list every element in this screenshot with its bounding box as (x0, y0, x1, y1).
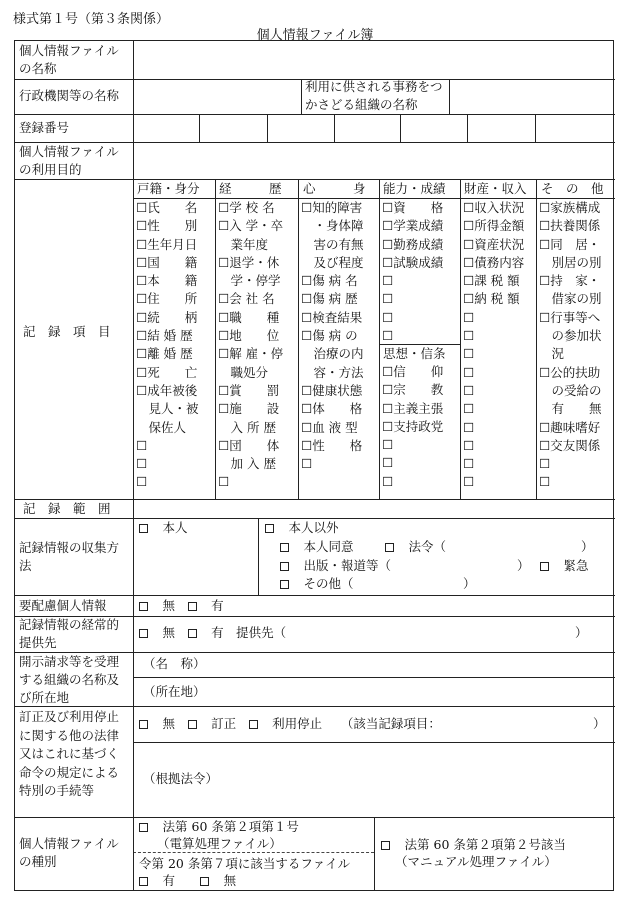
checkbox[interactable] (385, 543, 394, 552)
label-agency-name: 行政機関等の名称 (19, 88, 120, 103)
paren: ） (517, 558, 530, 573)
category-items: ☐収入状況 ☐所得金額 ☐資産状況 ☐債務内容 ☐課 税 額 ☐納 税 額 ☐ ☐ ☐ ☐ ☐ ☐ ☐ ☐ ☐ ☐ (463, 200, 525, 490)
checkbox[interactable] (188, 720, 197, 729)
label-reg-number: 登録番号 (19, 120, 70, 135)
category-header: 経 歴 (219, 181, 282, 196)
label-using-org: 利用に供される事務をつかさどる組織の名称 (305, 79, 443, 112)
option-electronic[interactable]: 法第 60 条第２項第１号 (139, 818, 299, 836)
checkbox[interactable] (188, 629, 197, 638)
category-items: ☐知的障害 ・身体障 害の有無 及び程度 ☐傷 病 名 ☐傷 病 歴 ☐検査結果 ☐傷 病 の 治療の内 容・方法 ☐健康状態 ☐体 格 ☐血 液 型 ☐性 格 ☐ (301, 200, 364, 472)
manual-file-label: （マニュアル処理ファイル） (395, 854, 557, 869)
checkbox[interactable] (139, 823, 148, 832)
paren: ） (575, 625, 588, 640)
checkbox[interactable] (188, 602, 197, 611)
category-header: 財産・収入 (464, 181, 527, 196)
option-press[interactable]: 出版・報道等（ (280, 557, 391, 575)
option-self[interactable]: 本人 (139, 519, 188, 537)
checkbox[interactable] (200, 877, 209, 886)
label-collection-method: 記録情報の収集方法 (19, 540, 120, 573)
option-emergency[interactable]: 緊急 (540, 557, 589, 575)
category-header: 戸籍・身分 (137, 181, 200, 196)
checkbox[interactable] (139, 629, 148, 638)
checkbox[interactable] (381, 841, 390, 850)
option-consent[interactable]: 本人同意 (280, 538, 354, 556)
category-header: 能力・成績 (383, 181, 446, 196)
article20-label: 令第 20 条第７項に該当するファイル (139, 856, 351, 871)
checkbox[interactable] (139, 720, 148, 729)
disclosure-name-label: （名 称） (143, 656, 206, 671)
label-purpose: 個人情報ファイルの利用目的 (19, 144, 119, 177)
option-non-self[interactable]: 本人以外 (265, 519, 339, 537)
category-items: ☐信 仰 ☐宗 教 ☐主義主張 ☐支持政党 ☐ ☐ ☐ (382, 364, 444, 489)
label-file-name: 個人情報ファイルの名称 (19, 43, 119, 76)
category-header: そ の 他 (541, 181, 604, 196)
checkbox[interactable] (139, 602, 148, 611)
legal-basis-label: （根拠法令） (143, 771, 219, 786)
label-file-type: 個人情報ファイルの種別 (19, 836, 119, 869)
paren: ） (581, 539, 594, 554)
disclosure-address-label: （所在地） (143, 684, 206, 699)
category-header: 思想・信条 (383, 346, 446, 361)
category-items: ☐資 格 ☐学業成績 ☐勤務成績 ☐試験成績 ☐ ☐ ☐ ☐ (382, 200, 444, 344)
checkbox[interactable] (249, 720, 258, 729)
checkbox[interactable] (265, 524, 274, 533)
label-regular-provision: 記録情報の経常的提供先 (19, 617, 120, 650)
option-manual[interactable]: 法第 60 条第２項第２号該当 (381, 836, 566, 854)
page-title: 個人情報ファイル簿 (256, 28, 374, 43)
category-header: 心 身 (303, 181, 366, 196)
checkbox[interactable] (540, 562, 549, 571)
form-number: 様式第１号（第３条関係） (13, 12, 170, 27)
paren: ） (593, 716, 606, 731)
provision-options[interactable]: 無 有 提供先（ (139, 624, 286, 642)
category-items: ☐学 校 名 ☐入 学・卒 業年度 ☐退学・休 学・停学 ☐会 社 名 ☐職 種 ☐地 位 ☐解 雇・停 職処分 ☐賞 罰 ☐施 設 入 所 歴 ☐団 体 加 入 歴 ☐ (218, 200, 284, 490)
option-law[interactable]: 法令（ (385, 538, 446, 556)
checkbox[interactable] (280, 543, 289, 552)
option-other[interactable]: その他（ (280, 575, 354, 593)
article20-options[interactable]: 有 無 (139, 872, 236, 890)
electronic-file-label: （電算処理ファイル） (157, 836, 282, 851)
category-items: ☐家族構成 ☐扶養関係 ☐同 居・ 別居の別 ☐持 家・ 借家の別 ☐行事等へ の参加状 況 ☐公的扶助 の受給の 有 無 ☐趣味嗜好 ☐交友関係 ☐ ☐ (539, 200, 602, 490)
checkbox[interactable] (280, 580, 289, 589)
sensitive-options[interactable]: 無 有 (139, 597, 224, 615)
checkbox[interactable] (280, 562, 289, 571)
label-disclosure-org: 開示請求等を受理する組織の名称及び所在地 (19, 654, 120, 705)
category-items: ☐氏 名 ☐性 別 ☐生年月日 ☐国 籍 ☐本 籍 ☐住 所 ☐続 柄 ☐結 婚 歴 ☐離 婚 歴 ☐死 亡 ☐成年被後 見人・被 保佐人 ☐ ☐ ☐ (136, 200, 199, 490)
label-record-items: 記 録 項 目 (23, 324, 111, 339)
checkbox[interactable] (139, 877, 148, 886)
label-other-laws: 訂正及び利用停止に関する他の法律又はこれに基づく命令の規定による特別の手続等 (19, 709, 120, 799)
checkbox[interactable] (139, 524, 148, 533)
paren: ） (463, 576, 476, 591)
register-table (14, 40, 614, 891)
label-record-scope: 記 録 範 囲 (23, 501, 111, 516)
label-sensitive: 要配慮個人情報 (19, 598, 107, 613)
correction-options[interactable]: 無 訂正 利用停止 （該当記録項目： (139, 715, 441, 733)
